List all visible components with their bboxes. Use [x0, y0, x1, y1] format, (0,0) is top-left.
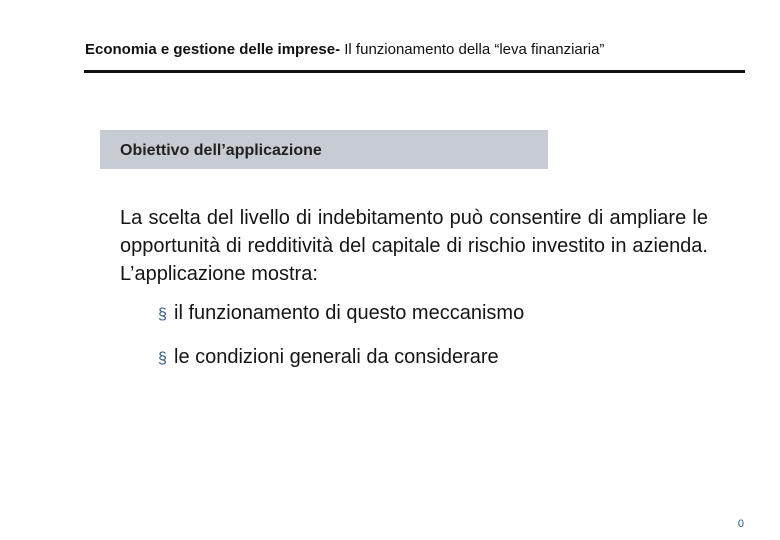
bullet-text: il funzionamento di questo meccanismo: [174, 302, 525, 324]
objective-box: [100, 130, 548, 169]
slide-header: [85, 40, 745, 60]
bullet-item-conditions: [158, 344, 524, 372]
bullet-list: [158, 300, 524, 388]
bullet-marker-icon: §: [158, 350, 167, 367]
header-topic-title: Il funzionamento della “leva finanziaria”: [340, 41, 605, 58]
page-number: 0: [737, 518, 744, 530]
bullet-marker-icon: §: [158, 306, 167, 323]
main-paragraph: La scelta del livello di indebitamento può consentire di ampliare le opportunità di redditività del capitale di rischio investito in azienda. L’applicazione mostra:: [120, 207, 708, 285]
bullet-item-mechanism: [158, 300, 524, 328]
header-divider: [84, 70, 745, 73]
bullet-text: le condizioni generali da considerare: [174, 346, 499, 368]
header-course-title: Economia e gestione delle imprese-: [85, 41, 341, 58]
objective-label: Obiettivo dell’applicazione: [120, 142, 322, 159]
